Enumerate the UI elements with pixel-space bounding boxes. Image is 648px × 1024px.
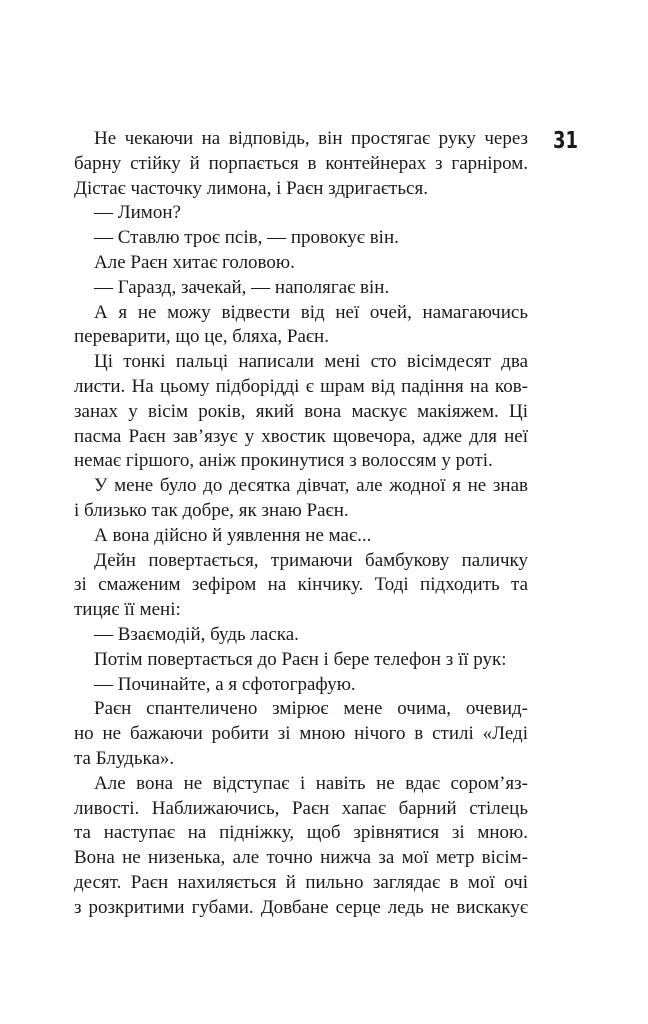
text-line: А я не можу відвести від неї очей, намагаючись [94,301,528,323]
text-line: Потім повертається до Раєн і бере телефон з її рук: [94,648,507,670]
text-line: — Взаємодій, будь ласка. [94,623,299,645]
text-line: переварити, що це, бляха, Раєн. [74,326,329,348]
body-text [74,127,528,921]
text-line: Раєн спантеличено змірює мене очима, очевид- [94,698,528,720]
text-line: тицяє її мені: [74,599,181,621]
text-line: і близько так добре, як знаю Раєн. [74,499,349,521]
text-line: десят. Раєн нахиляється й пильно заглядає в мої очі [74,871,528,893]
text-line: но не бажаючи робити зі мною нічого в стилі «Леді [74,723,528,745]
text-line: немає гіршого, аніж прокинутися з волоссям у роті. [74,450,493,472]
text-line: — Починайте, а я сфотографую. [94,673,356,695]
text-line: пасма Раєн зав’язує у хвостик щовечора, адже для неї [74,425,528,447]
text-line: з розкритими губами. Довбане серце ледь не вискакує [74,896,528,918]
text-line: — Ставлю троє псів, — провокує він. [94,227,399,249]
text-line: Але Раєн хитає головою. [94,251,295,273]
text-line: — Гаразд, зачекай, — наполягає він. [94,276,390,298]
text-line: зі смаженим зефіром на кінчику. Тоді підходить та [74,574,528,596]
text-line: Вона не низенька, але точно нижча за мої метр вісім- [74,847,528,869]
text-line: барну стійку й порпається в контейнерах з гарніром. [74,152,528,174]
page-number: 31 [553,128,578,154]
text-line: та Блудька». [74,747,175,769]
text-line: Дістає часточку лимона, і Раєн здригається. [74,177,428,199]
text-line: та наступає на підніжку, щоб зрівнятися зі мною. [74,822,528,844]
text-line: Але вона не відступає і навіть не вдає сором’яз- [94,772,528,794]
text-line: Дейн повертається, тримаючи бамбукову паличку [94,549,528,571]
text-line: Ці тонкі пальці написали мені сто вісімдесят два [94,351,528,373]
text-line: У мене було до десятка дівчат, але жодної я не знав [94,475,528,497]
text-line: занах у вісім років, який вона маскує макіяжем. Ці [74,400,528,422]
text-line: листи. На цьому підборідді є шрам від падіння на ков- [74,375,528,397]
text-line: А вона дійсно й уявлення не має... [94,524,372,546]
text-line: — Лимон? [94,202,181,224]
text-line: ливості. Наближаючись, Раєн хапає барний стілець [74,797,528,819]
text-line: Не чекаючи на відповідь, він простягає руку через [94,128,528,149]
